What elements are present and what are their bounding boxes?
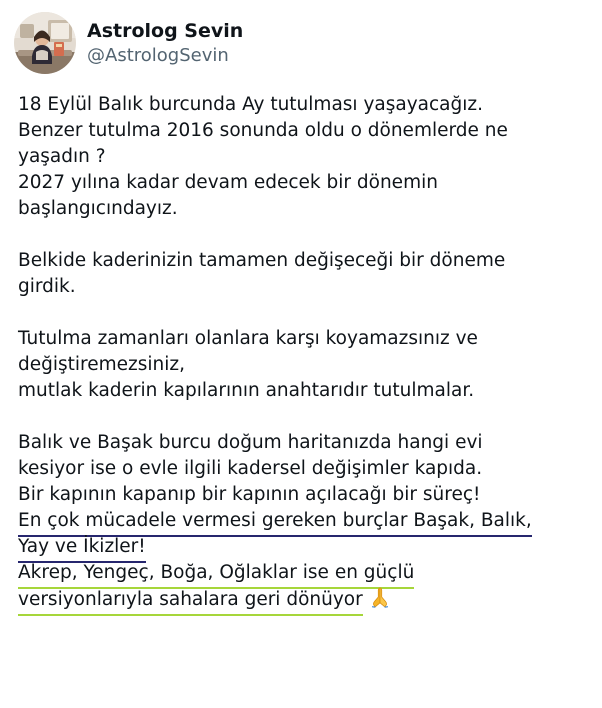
green-underlined-text: Akrep, Yengeç, Boğa, Oğlaklar ise en güçlü	[18, 560, 414, 589]
paragraph-gap	[18, 222, 598, 248]
paragraph-gap	[18, 404, 598, 430]
tweet-line-underlined	[18, 508, 598, 534]
tweet-line: yaşadın ?	[18, 146, 106, 167]
tweet-line: Tutulma zamanları olanlara karşı koyamazsınız ve	[18, 328, 478, 349]
tweet-line: Belkide kaderinizin tamamen değişeceği bir döneme	[18, 250, 506, 271]
tweet-line: Benzer tutulma 2016 sonunda oldu o dönemlerde ne	[18, 120, 508, 141]
tweet-line: kesiyor ise o evle ilgili kadersel değişimler kapıda.	[18, 458, 483, 479]
tweet-line: girdik.	[18, 276, 76, 297]
blue-underlined-text: Yay ve İkizler!	[18, 534, 146, 563]
tweet-line: mutlak kaderin kapılarının anahtarıdır tutulmalar.	[18, 380, 475, 401]
folded-hands-icon	[369, 586, 391, 616]
tweet-body	[18, 92, 598, 612]
tweet-line: Balık ve Başak burcu doğum haritanızda hangi evi	[18, 432, 483, 453]
tweet-line: değiştiremezsiniz,	[18, 354, 185, 375]
profile-photo-avatar-icon	[14, 12, 76, 74]
tweet-line: 18 Eylül Balık burcunda Ay tutulması yaşayacağız.	[18, 94, 483, 115]
tweet-line-underlined	[18, 586, 598, 612]
tweet-line: Bir kapının kapanıp bir kapının açılacağı bir süreç!	[18, 484, 481, 505]
tweet-line-underlined	[18, 560, 598, 586]
avatar[interactable]	[14, 12, 76, 74]
tweet-line: başlangıcındayız.	[18, 198, 178, 219]
tweet-line: 2027 yılına kadar devam edecek bir dönemin	[18, 172, 438, 193]
author-handle[interactable]: @AstrologSevin	[87, 44, 229, 66]
tweet-header	[14, 10, 243, 76]
blue-underlined-text: En çok mücadele vermesi gereken burçlar Başak, Balık,	[18, 508, 532, 537]
author-names	[87, 19, 243, 68]
tweet-line-underlined	[18, 534, 598, 560]
author-display-name[interactable]: Astrolog Sevin	[87, 19, 244, 42]
green-underlined-text: versiyonlarıyla sahalara geri dönüyor	[18, 587, 363, 616]
paragraph-gap	[18, 300, 598, 326]
